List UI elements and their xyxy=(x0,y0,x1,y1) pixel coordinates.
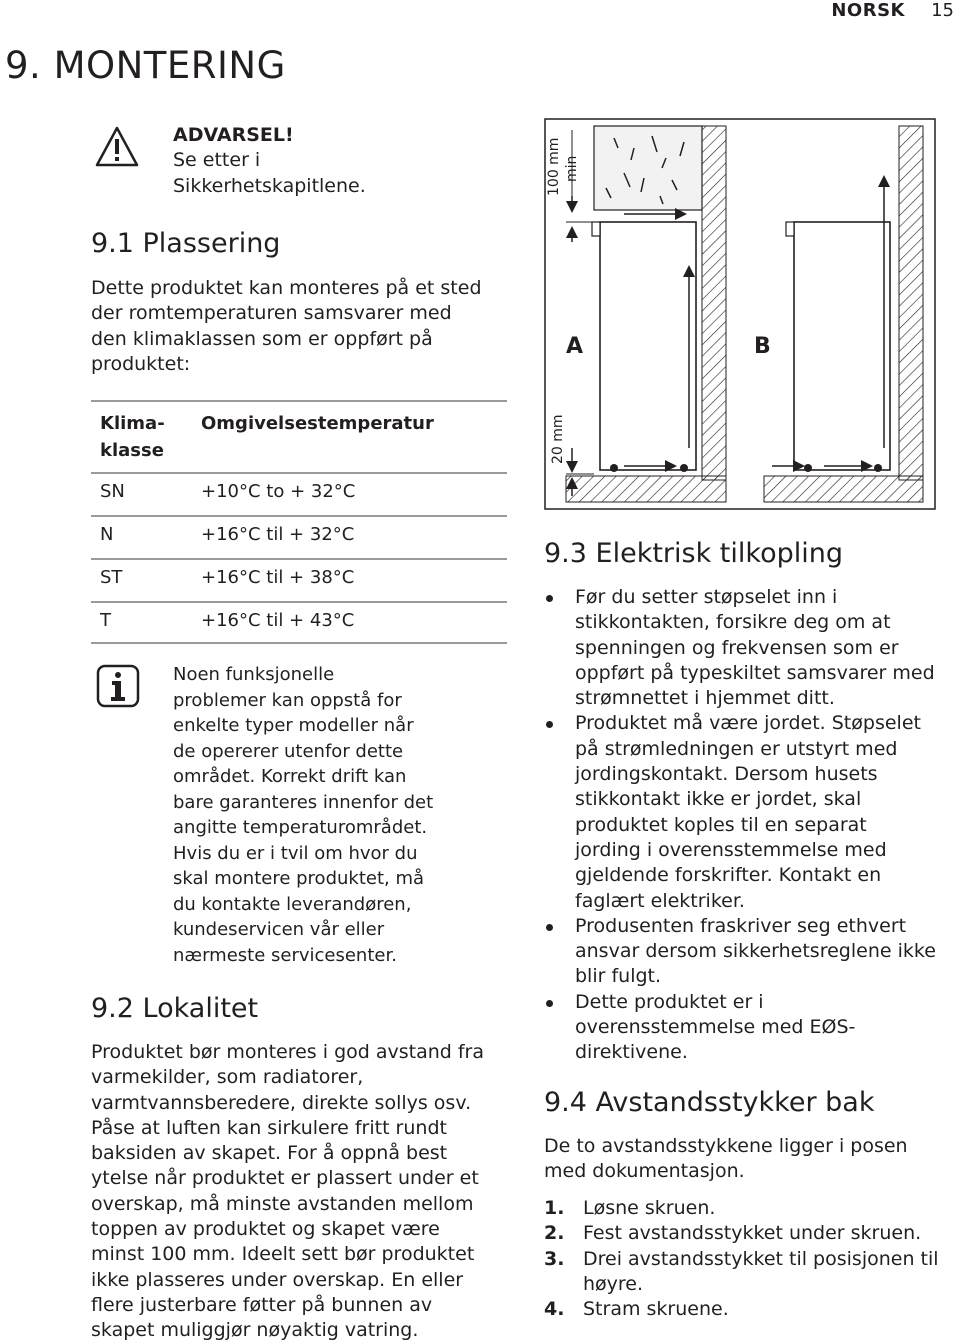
table-cell-range: +16°C til + 38°C xyxy=(201,567,355,588)
diagram-label-b: B xyxy=(754,334,771,359)
table-header-class: Klima- xyxy=(100,413,165,434)
section-9-1-paragraph xyxy=(91,276,521,377)
note-line: kundeservicen vår eller xyxy=(173,919,385,940)
note-line: Noen funksjonelle xyxy=(173,664,335,685)
diagram-label-a: A xyxy=(566,334,584,359)
dimension-label-top: 100 mm xyxy=(546,137,562,196)
paragraph-line: Dette produktet kan monteres på et sted xyxy=(91,277,482,299)
note-line: du kontakte leverandøren, xyxy=(173,893,412,915)
section-heading-9-2: 9.2 Lokalitet xyxy=(91,993,259,1024)
table-row xyxy=(91,517,507,560)
step-number: 4. xyxy=(544,1298,565,1321)
info-note xyxy=(173,662,503,968)
list-item: Produktet må være jordet. Støpselet på strømledningen er utstyrt med jordingskontakt. Dersom husets stikkontakt ikke er jordet, skal produktet koples til en separat jording i overensstemmelse med gjeldende forskrifter. Kontakt en faglært elektriker. xyxy=(544,711,956,913)
table-cell-class: T xyxy=(100,610,111,631)
list-item: 1. Løsne skruen. xyxy=(544,1196,956,1221)
note-line: bare garanteres innenfor det xyxy=(173,791,434,813)
paragraph-line: ytelse når produktet er plassert under et xyxy=(91,1167,479,1190)
note-line: skal montere produktet, må xyxy=(173,868,425,889)
list-item: Før du setter støpselet inn i stikkontakten, forsikre deg om at spenningen og frekvensen som er oppført på typeskiltet samsvarer med strømnettet i hjemmet ditt. xyxy=(544,585,956,711)
list-item: 3. Drei avstandsstykket til posisjonen til høyre. xyxy=(544,1247,939,1295)
warning-triangle-icon xyxy=(94,125,140,169)
paragraph-line: produktet: xyxy=(91,352,191,375)
warning-title: ADVARSEL! xyxy=(173,124,294,146)
paragraph-line: minst 100 mm. Ideelt sett bør produktet xyxy=(91,1243,475,1266)
table-row xyxy=(91,560,507,603)
warning-block xyxy=(173,123,433,199)
section-heading-9-3: 9.3 Elektrisk tilkopling xyxy=(544,538,843,569)
step-number: 2. xyxy=(544,1222,565,1245)
step-number: 3. xyxy=(544,1247,565,1270)
paragraph-line: ikke plasseres under overskap. En eller xyxy=(91,1268,464,1291)
paragraph-line: varmekilder, som radiatorer, xyxy=(91,1066,364,1089)
page-title: 9. MONTERING xyxy=(5,44,286,87)
table-cell-class: ST xyxy=(100,567,123,588)
table-cell-range: +16°C til + 32°C xyxy=(201,524,355,545)
installation-diagram-svg xyxy=(544,118,936,510)
climate-class-table xyxy=(91,400,507,644)
section-9-3-list xyxy=(544,585,956,1066)
section-heading-9-1: 9.1 Plassering xyxy=(91,228,281,259)
note-line: problemer kan oppstå for xyxy=(173,689,402,711)
list-item: Dette produktet er i overensstemmelse med EØS- direktivene. xyxy=(544,990,956,1066)
paragraph-line: flere justerbare føtter på bunnen av xyxy=(91,1293,433,1316)
page-number: 15 xyxy=(931,0,954,21)
fridge-b xyxy=(794,222,890,470)
paragraph-line: skapet muliggjør nøyaktig vatring. xyxy=(91,1319,419,1342)
paragraph-line: den klimaklassen som er oppført på xyxy=(91,327,433,350)
note-line: enkelte typer modeller når xyxy=(173,715,414,736)
table-cell-range: +16°C til + 43°C xyxy=(201,610,355,631)
note-line: området. Korrekt drift kan xyxy=(173,766,407,787)
table-row xyxy=(91,603,507,644)
table-cell-class: N xyxy=(100,524,114,545)
paragraph-line: overskap, må minste avstanden mellom xyxy=(91,1192,474,1215)
dimension-label-min: min xyxy=(564,155,580,182)
section-9-4-intro: De to avstandsstykkene ligger i posen med dokumentasjon. xyxy=(544,1135,908,1183)
table-cell-class: SN xyxy=(100,481,125,502)
step-number: 1. xyxy=(544,1197,565,1219)
installation-diagram xyxy=(544,118,936,510)
table-cell-range: +10°C to + 32°C xyxy=(201,481,356,502)
warning-line: Se etter i xyxy=(173,149,261,172)
warning-line: Sikkerhetskapitlene. xyxy=(173,174,366,197)
paragraph-line: Produktet bør monteres i god avstand fra xyxy=(91,1041,485,1063)
list-item: 4. Stram skruene. xyxy=(544,1297,956,1322)
paragraph-line: der romtemperaturen samsvarer med xyxy=(91,302,452,325)
note-line: de opererer utenfor dette xyxy=(173,740,404,762)
section-9-4-steps xyxy=(544,1196,956,1322)
dimension-label-bottom: 20 mm xyxy=(550,414,566,464)
language-label: NORSK xyxy=(831,0,905,21)
table-row xyxy=(91,474,507,517)
note-line: angitte temperaturområdet. xyxy=(173,817,428,838)
paragraph-line: toppen av produktet og skapet være xyxy=(91,1218,440,1241)
info-icon xyxy=(96,664,140,708)
section-9-2-paragraph xyxy=(91,1040,521,1344)
paragraph-line: varmtvannsberedere, direkte sollys osv. xyxy=(91,1091,472,1114)
paragraph-line: Påse at luften kan sirkulere fritt rundt xyxy=(91,1116,447,1139)
section-heading-9-4: 9.4 Avstandsstykker bak xyxy=(544,1087,875,1118)
list-item: Produsenten fraskriver seg ethvert ansvar dersom sikkerhetsreglene ikke blir fulgt. xyxy=(544,914,956,990)
table-header-row xyxy=(91,402,507,474)
table-header-class: klasse xyxy=(100,440,164,461)
note-line: nærmeste servicesenter. xyxy=(173,944,397,966)
paragraph-line: baksiden av skapet. For å oppnå best xyxy=(91,1142,448,1165)
table-header-temperature: Omgivelsestemperatur xyxy=(201,413,434,434)
list-item: 2. Fest avstandsstykket under skruen. xyxy=(544,1221,956,1246)
note-line: Hvis du er i tvil om hvor du xyxy=(173,842,418,864)
fridge-a xyxy=(600,222,696,470)
